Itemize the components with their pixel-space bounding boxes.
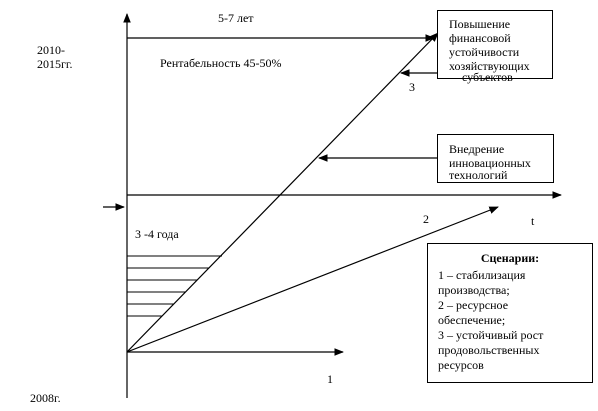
upper-period-line2: 2015гг. [37, 57, 73, 71]
scenario-item: обеспечение; [438, 313, 506, 327]
stability-box-line: устойчивости [449, 45, 520, 59]
scenario-1-number: 1 [327, 372, 333, 386]
stability-box [437, 10, 553, 79]
lower-timespan-label: 3 -4 года [135, 227, 179, 241]
scenario-item: 1 – стабилизация [438, 268, 526, 282]
scenario-item: производства; [438, 283, 510, 297]
scenario-item: ресурсов [438, 358, 484, 372]
hatch-lines [127, 256, 222, 316]
scenarios-box [427, 243, 593, 383]
stability-box-clipped: субъектов [462, 70, 513, 84]
upper-period-line1: 2010- [37, 43, 65, 57]
scenario-item: 3 – устойчивый рост [438, 328, 544, 342]
scenario-item: продовольственных [438, 343, 540, 357]
innovation-box-line: инновационных [449, 156, 531, 170]
scenarios-title: Сценарии: [480, 251, 540, 265]
scenario-item: 2 – ресурсное [438, 298, 509, 312]
stability-box-line: хозяйствующих [449, 59, 530, 73]
stability-box-line: Повышение [449, 17, 511, 31]
innovation-box [437, 134, 554, 183]
profitability-label: Рентабельность 45-50% [160, 56, 282, 70]
innovation-box-line: Внедрение [449, 142, 505, 156]
innovation-box-clipped: технологий [449, 168, 508, 182]
t-axis-label: t [531, 214, 535, 228]
scenario-2-number: 2 [423, 212, 429, 226]
stability-box-line: финансовой [449, 31, 511, 45]
scenario-3-number: 3 [409, 80, 415, 94]
top-timespan-label: 5-7 лет [218, 11, 254, 25]
start-year-label: 2008г. [30, 391, 61, 405]
